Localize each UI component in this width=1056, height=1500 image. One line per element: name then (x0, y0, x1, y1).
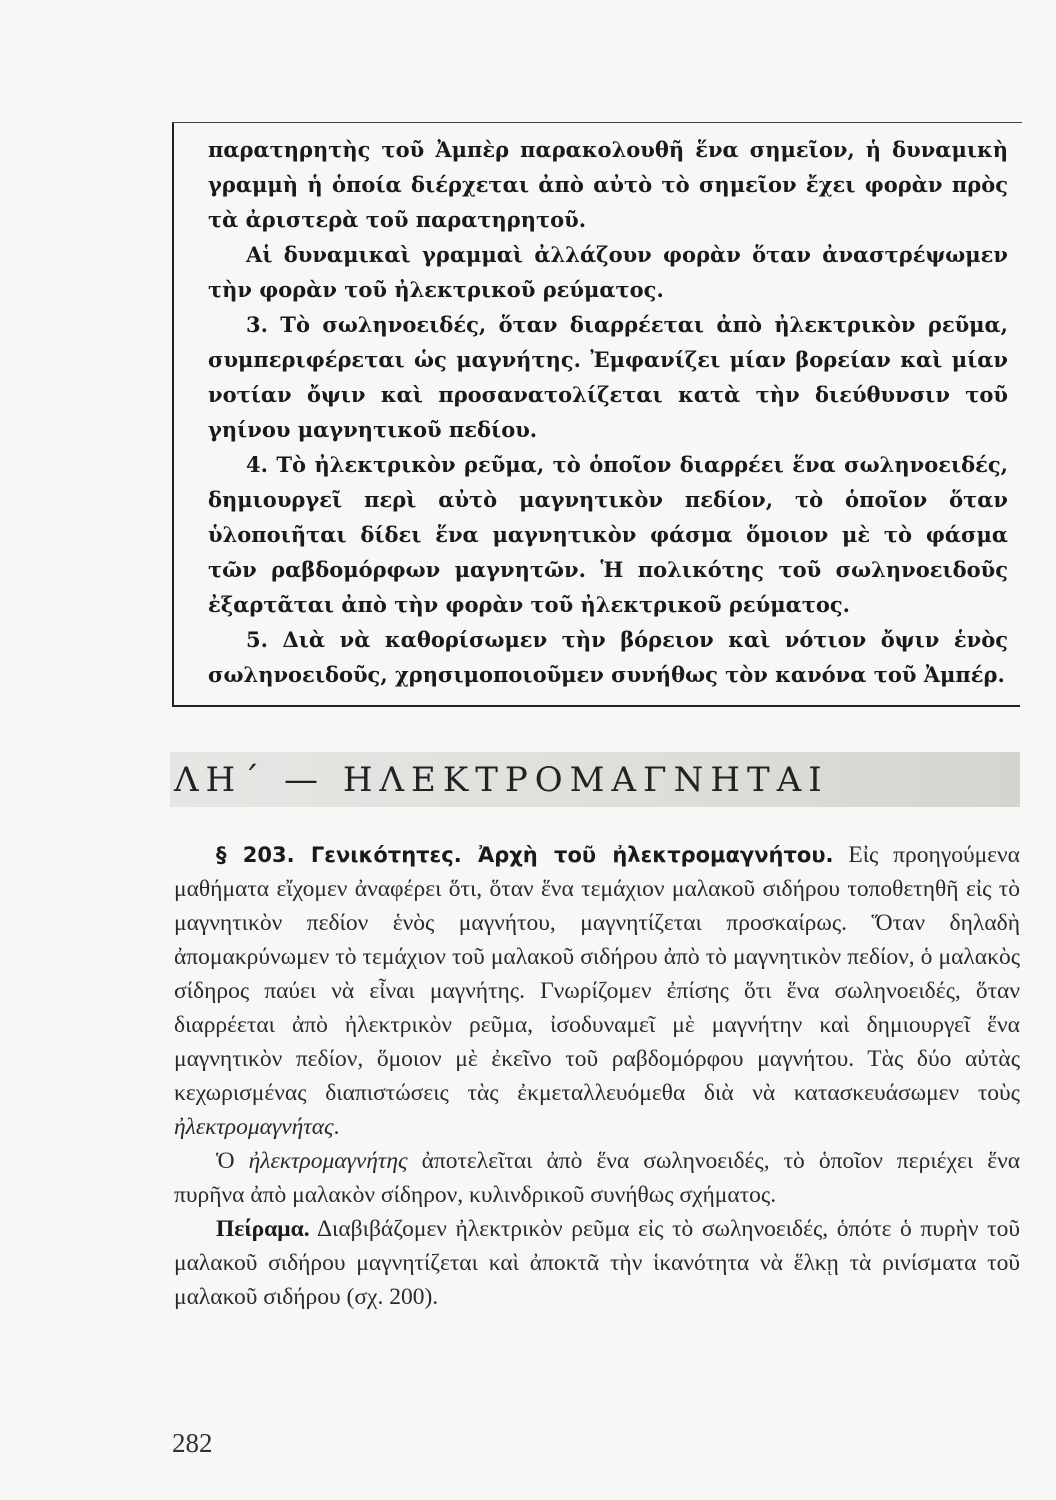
experiment-heading: Πείραμα. (216, 1216, 310, 1242)
section-paragraph-2-start: Ὁ (216, 1148, 235, 1174)
top-rule (172, 122, 1022, 123)
summary-box (172, 122, 1020, 707)
summary-point-3: 3. Τὸ σωληνοειδές, ὅταν διαρρέεται ἀπὸ ἠλεκτρικὸν ρεῦμα, συμπεριφέρεται ὡς μαγνήτης. Ἐμφανίζει μίαν βορείαν καὶ μίαν νοτίαν ὄψιν καὶ προσανατολίζεται κατὰ τὴν διεύθυνσιν τοῦ γηίνου μαγνητικοῦ πεδίου. (208, 312, 1008, 442)
term-electromagnets: ἠλεκτρομαγνήτας (174, 1114, 334, 1140)
summary-text (208, 132, 1008, 692)
section-paragraph-1-end: . (333, 1114, 340, 1140)
section-paragraph-1-text: Εἰς προηγούμενα μαθήματα εἴχομεν ἀναφέρει ὅτι, ὅταν ἕνα τεμάχιον μαλακοῦ σιδήρου τοποθετηθῆ εἰς τὸ μαγνητικὸν πεδίον ἑνὸς μαγνήτου, μαγνητίζεται προσκαίρως. Ὅταν δηλαδὴ ἀπομακρύνωμεν τὸ τεμάχιον τοῦ μαλακοῦ σιδήρου ἀπὸ τὸ μαγνητικὸν πεδίον, ὁ μαλακὸς σίδηρος παύει νὰ εἶναι μαγνήτης. Γνωρίζομεν ἐπίσης ὅτι ἕνα σωληνοειδές, ὅταν διαρρέεται ἀπὸ ἠλεκτρικὸν ρεῦμα, ἰσοδυναμεῖ μὲ μαγνήτην καὶ δημιουργεῖ ἕνα μαγνητικὸν πεδίον, ὅμοιον μὲ ἐκεῖνο τοῦ ραβδομόρφου μαγνήτου. Τὰς δύο αὐτὰς κεχωρισμένας διαπιστώσεις τὰς ἐκμεταλλευόμεθα διὰ νὰ κατασκευάσωμεν τοὺς (174, 842, 1020, 1106)
section-heading: § 203. Γενικότητες. Ἀρχὴ τοῦ ἠλεκτρομαγνήτου. (216, 843, 834, 867)
summary-point-4: 4. Τὸ ἠλεκτρικὸν ρεῦμα, τὸ ὁποῖον διαρρέει ἕνα σωληνοειδές, δημιουργεῖ περὶ αὐτὸ μαγνητικὸν πεδίον, τὸ ὁποῖον ὅταν ὑλοποιῆται δίδει ἕνα μαγνητικὸν φάσμα ὅμοιον μὲ τὸ φάσμα τῶν ραβδομόρφων μαγνητῶν. Ἡ πολικότης τοῦ σωληνοειδοῦς ἐξαρτᾶται ἀπὸ τὴν φορὰν τοῦ ἠλεκτρικοῦ ρεύματος. (208, 452, 1008, 617)
chapter-title: ΛΗ΄ — ΗΛΕΚΤΡΟΜΑΓΝΗΤΑΙ (174, 760, 829, 800)
section-paragraph-2-text: ἀποτελεῖται ἀπὸ ἕνα σωληνοειδές, τὸ ὁποῖον περιέχει ἕνα πυρῆνα ἀπὸ μαλακὸν σίδηρον, κυλινδρικοῦ συνήθως σχήματος. (174, 1148, 1021, 1208)
summary-paragraph-1: παρατηρητὴς τοῦ Ἀμπὲρ παρακολουθῆ ἕνα σημεῖον, ἡ δυναμικὴ γραμμὴ ἡ ὁποία διέρχεται ἀπὸ αὐτὸ τὸ σημεῖον ἔχει φορὰν πρὸς τὰ ἀριστερὰ τοῦ παρατηρητοῦ. (208, 137, 1008, 232)
summary-point-5: 5. Διὰ νὰ καθορίσωμεν τὴν βόρειον καὶ νότιον ὄψιν ἑνὸς σωληνοειδοῦς, χρησιμοποιοῦμεν συνήθως τὸν κανόνα τοῦ Ἀμπέρ. (208, 627, 1008, 687)
section-paragraph-1 (174, 838, 1020, 1144)
summary-paragraph-2: Αἱ δυναμικαὶ γραμμαὶ ἀλλάζουν φορὰν ὅταν ἀναστρέψωμεν τὴν φορὰν τοῦ ἠλεκτρικοῦ ρεύματος. (208, 242, 1008, 302)
body-text (174, 838, 1020, 1314)
experiment-paragraph (174, 1212, 1020, 1314)
section-paragraph-2 (174, 1144, 1020, 1212)
page-number: 282 (172, 1428, 213, 1458)
experiment-text: Διαβιβάζομεν ἠλεκτρικὸν ρεῦμα εἰς τὸ σωληνοειδές, ὁπότε ὁ πυρὴν τοῦ μαλακοῦ σιδήρου μαγνητίζεται καὶ ἀποκτᾶ τὴν ἱκανότητα νὰ ἕλκῃ τὰ ρινίσματα τοῦ μαλακοῦ σιδήρου (σχ. 200). (174, 1216, 1020, 1310)
term-electromagnet: ἠλεκτρομαγνήτης (248, 1148, 408, 1174)
